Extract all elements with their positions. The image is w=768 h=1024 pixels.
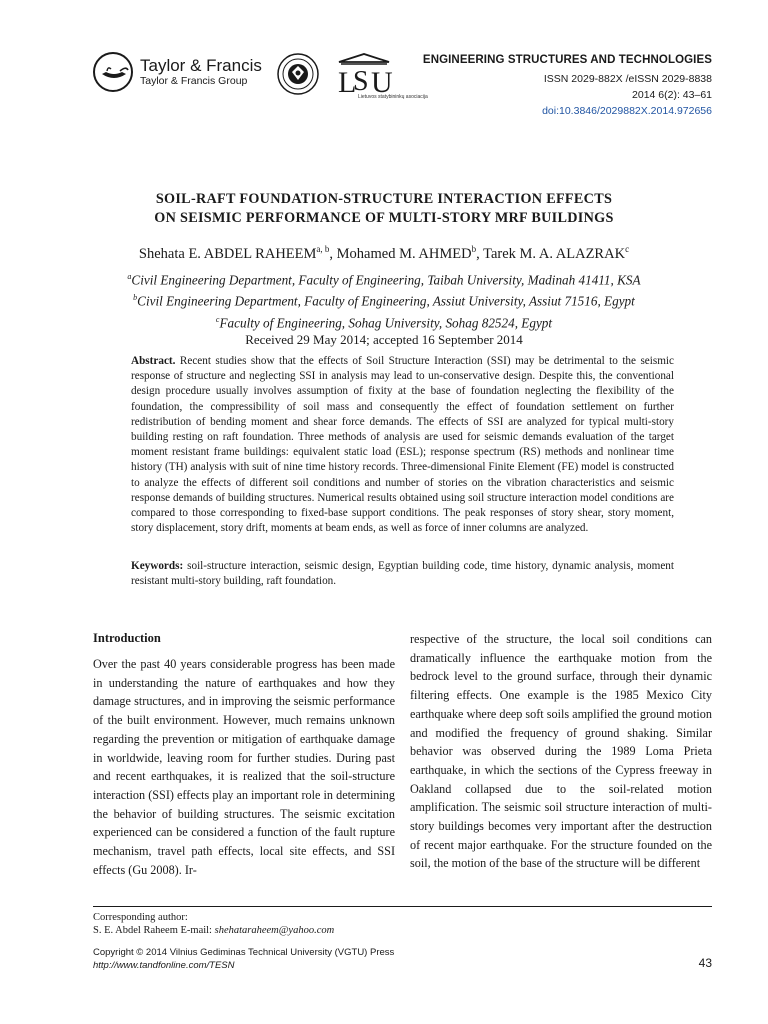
author-sup: c: [625, 244, 630, 254]
affiliation-text: Civil Engineering Department, Faculty of Engineering, Assiut University, Assiut 71516, Egypt: [137, 293, 635, 309]
affiliation-text: Faculty of Engineering, Sohag University, Sohag 82524, Egypt: [219, 315, 553, 331]
copyright-block: [93, 947, 394, 972]
corr-label: Corresponding author:: [93, 912, 188, 923]
author-list: [0, 240, 768, 263]
issn: ISSN 2029-882X /eISSN 2029-8838: [543, 73, 712, 85]
journal-url[interactable]: http://www.tandfonline.com/TESN: [93, 959, 235, 971]
affiliation: [0, 289, 768, 310]
footnote-divider: [93, 906, 712, 907]
body-column-right: respective of the structure, the local soil conditions can dramatically influence the earthquake motion from the bedrock level to the ground surface, through their dynamic filtering effects. One example is the 1985 Mexico City earthquake where deep soft soils amplified the ground motion and modified the frequency of ground shaking. Similar behavior was observed during the 1989 Loma Prieta earthquake, in which the sections of the Cypress freeway in Oakland collapsed due to the soil-related motion amplification. The seismic soil structure interaction of multi-story buildings becomes very important after the destruction of recent major earthquake. For the structure founded on the soil, the motion of the base of the structure will be different: [410, 632, 712, 871]
lsu-caption: Lietuvos statybininkų asociacija: [358, 94, 428, 100]
author-name: Mohamed M. AHMED: [336, 245, 472, 262]
keywords-text: soil-structure interaction, seismic design, Egyptian building code, time history, dynamic analysis, moment resistant multi-story building, raft foundation.: [131, 560, 675, 588]
affiliation-sup: c: [215, 314, 220, 324]
keywords-label: Keywords:: [131, 560, 184, 572]
abstract: [131, 354, 674, 536]
corr-name: S. E. Abdel Raheem E-mail:: [93, 924, 215, 936]
author-name: Tarek M. A. ALAZRAK: [483, 245, 626, 262]
body-column-left: Over the past 40 years considerable progress has been made in understanding the nature of earthquakes and how they damage structures, and in improving the seismic performance of the built environment. However, much remains unknown regarding the prevention or mitigation of earthquake damage in worldwide, leaving room for further studies. During past and recent earthquakes, it is realized that the soil-structure interaction (SSI) effects play an important role in determining the behavior of building structures. The seismic excitation experienced can be considered a function of the fault rupture mechanism, travel path effects, local site effects, and SSI effects (Gu 2008). Ir-: [93, 657, 395, 877]
corresponding-author: [93, 912, 334, 937]
author-sup: b: [471, 244, 477, 254]
affiliation-sup: b: [133, 293, 138, 303]
page-number: 43: [698, 956, 712, 970]
journal-info: [423, 52, 712, 119]
abstract-label: Abstract.: [131, 355, 176, 367]
volume-issue: 2014 6(2): 43–61: [632, 89, 712, 101]
affiliation: [0, 268, 768, 289]
title-line-2: ON SEISMIC PERFORMANCE OF MULTI-STORY MRF BUILDINGS: [154, 210, 614, 226]
svg-text:U: U: [371, 66, 393, 94]
lamp-icon: [93, 52, 133, 92]
author-separator: ,: [476, 245, 484, 262]
article-title: [0, 190, 768, 228]
affiliations: [0, 268, 768, 332]
title-line-1: SOIL-RAFT FOUNDATION-STRUCTURE INTERACTION EFFECTS: [155, 191, 613, 207]
svg-text:L: L: [338, 66, 357, 94]
author-name: Shehata E. ABDEL RAHEEM: [138, 245, 317, 262]
journal-title: ENGINEERING STRUCTURES AND TECHNOLOGIES: [422, 54, 712, 66]
affiliation-sup: a: [127, 272, 132, 281]
affiliation-text: Civil Engineering Department, Faculty of Engineering, Taibah University, Madinah 41411, KSA: [131, 272, 641, 288]
section-heading: Introduction: [93, 631, 161, 645]
author-sup: a, b: [316, 244, 330, 254]
university-seal-icon: [276, 52, 320, 96]
publisher-name: Taylor & Francis: [140, 56, 262, 75]
affiliation: [0, 311, 768, 332]
svg-text:S: S: [353, 66, 369, 94]
copyright-text: Copyright © 2014 Vilnius Gediminas Technical University (VGTU) Press: [93, 947, 395, 958]
publisher-group: Taylor & Francis Group: [140, 75, 248, 87]
corr-email[interactable]: shehataraheem@yahoo.com: [214, 924, 335, 936]
abstract-text: Recent studies show that the effects of Soil Structure Interaction (SSI) may be detrimental to the seismic response of structure and neglecting SSI in analysis may lead to un-conservative design. Despite this, the conventional design procedure usually involves assumption of fixity at the base of foundation neglecting the flexibility of the foundation, the compressibility of soil mass and consequently the effect of foundation settlement on further redistribution of bending moment and shear force demands. The effects of SSI are analyzed for typical multi-story building resting on raft foundation. Three methods of analysis are used for seismic demands evaluation of the target moment resistant frame buildings: equivalent static load (ESL); response spectrum (RS) methods and nonlinear time history (TH) analysis with suit of nine time history records. Three-dimensional Finite Element (FE) model is constructed to analyze the effects of different soil conditions and number of stories on the vibration characteristics and seismic response demands of building structures. Numerical results obtained using soil structure interaction model conditions are compared to those corresponding to fixed-base support conditions. The peak responses of story shear, story moment, story displacement, story drift, moments at beam ends, as well as force of inner columns are analyzed.: [131, 355, 675, 535]
doi-link[interactable]: doi:10.3846/2029882X.2014.972656: [542, 105, 712, 117]
keywords: [131, 559, 674, 589]
author-separator: ,: [329, 245, 337, 262]
received-dates: Received 29 May 2014; accepted 16 September 2014: [245, 332, 523, 347]
taylor-francis-logo: [93, 52, 262, 92]
